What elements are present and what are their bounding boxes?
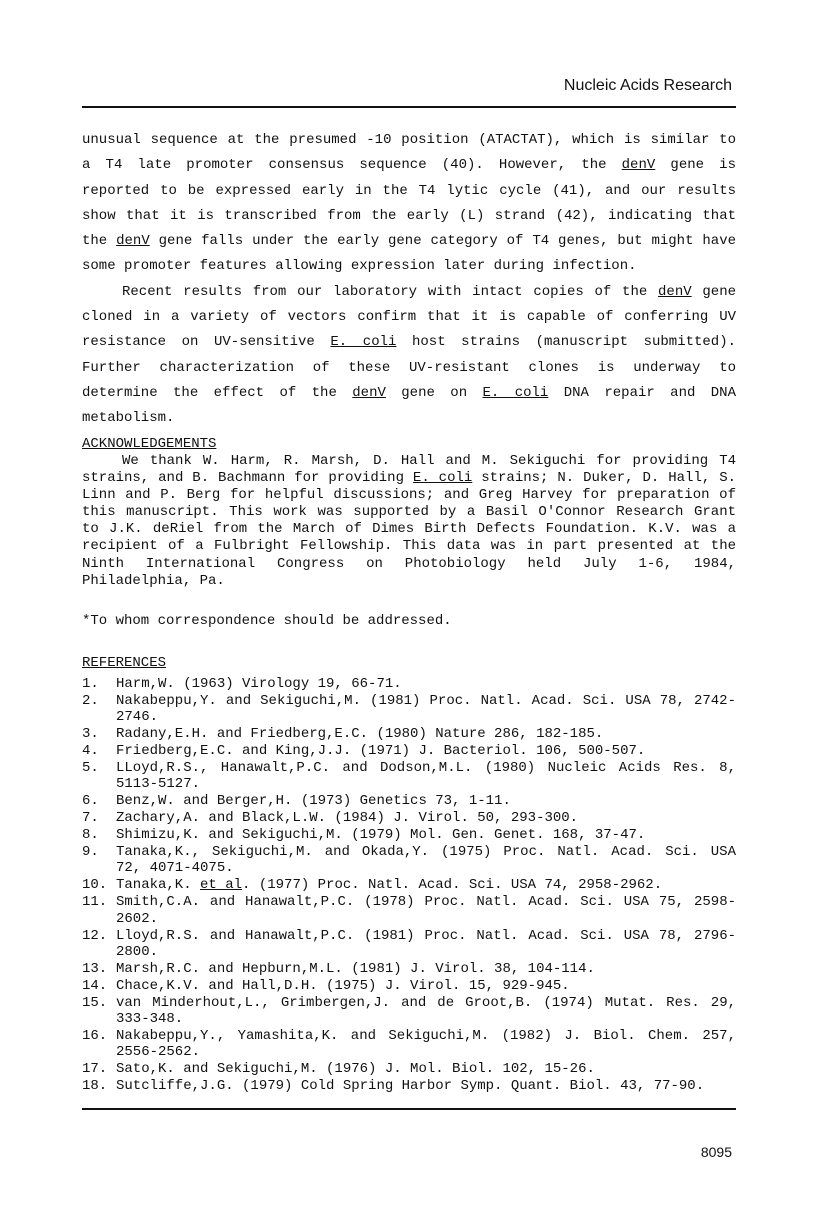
- reference-item: 18. Sutcliffe,J.G. (1979) Cold Spring Harbor Symp. Quant. Biol. 43, 77-90.: [82, 1078, 705, 1095]
- reference-item: 5. LLoyd,R.S., Hanawalt,P.C. and Dodson,M.L. (1980) Nucleic Acids Res. 8, 5113-5127.: [82, 760, 736, 793]
- reference-item: 2. Nakabeppu,Y. and Sekiguchi,M. (1981) Proc. Natl. Acad. Sci. USA 78, 2742-2746.: [82, 692, 736, 726]
- species-name: E. coli: [482, 384, 549, 401]
- reference-item: 3. Radany,E.H. and Friedberg,E.C. (1980) Nature 286, 182-185.: [82, 726, 604, 743]
- acknowledgements-text: We thank W. Harm, R. Marsh, D. Hall and M. Sekiguchi for providing T4 strains, and B. Bachmann for providing E. coli strains; N. Duker, D. Hall, S. Linn and P. Berg for helpful discussions; and Greg Harvey for preparation of this manuscript. This work was supported by a Basil O'Connor Research Grant to J.K. deRiel from the March of Dimes Birth Defects Foundation. K.V. was a recipient of a Fulbright Fellowship. This data was in part presented at the Ninth International Congress on Photobiology held July 1-6, 1984, Philadelphia, Pa.: [82, 453, 736, 589]
- paragraph-1: unusual sequence at the presumed -10 position (ATACTAT), which is similar to a T4 late promoter consensus sequence (40). However, the denV gene is reported to be expressed early in the T4 lytic cycle (41), and our results show that it is transcribed from the early (L) strand (42), indicating that the denV gene falls under the early gene category of T4 genes, but might have some promoter features allowing expression later during infection.: [82, 132, 737, 275]
- species-name: E. coli: [412, 470, 473, 487]
- acknowledgements-heading: ACKNOWLEDGEMENTS: [82, 436, 217, 452]
- reference-item: 14. Chace,K.V. and Hall,D.H. (1975) J. Virol. 15, 929-945.: [82, 977, 570, 994]
- reference-item: 17. Sato,K. and Sekiguchi,M. (1976) J. Mol. Biol. 102, 15-26.: [82, 1061, 595, 1078]
- reference-item: 13. Marsh,R.C. and Hepburn,M.L. (1981) J. Virol. 38, 104-114.: [82, 960, 595, 977]
- gene-name: denV: [621, 157, 656, 174]
- reference-item: 7. Zachary,A. and Black,L.W. (1984) J. Virol. 50, 293-300.: [82, 810, 579, 827]
- reference-item: 11. Smith,C.A. and Hanawalt,P.C. (1978) Proc. Natl. Acad. Sci. USA 75, 2598-2602.: [82, 894, 736, 927]
- et-al: et al: [200, 877, 243, 894]
- species-name: E. coli: [330, 334, 397, 351]
- gene-name: denV: [116, 233, 150, 250]
- references-heading: REFERENCES: [82, 655, 167, 671]
- gene-name: denV: [658, 283, 692, 300]
- footer-rule: [82, 1108, 736, 1110]
- reference-item: 1. Harm,W. (1963) Virology 19, 66-71.: [82, 676, 402, 692]
- main-body: [82, 128, 736, 432]
- reference-item: 6. Benz,W. and Berger,H. (1973) Genetics 73, 1-11.: [82, 793, 511, 810]
- reference-list: [82, 676, 736, 1095]
- paragraph-2: Recent results from our laboratory with intact copies of the denV gene cloned in a variety of vectors confirm that it is capable of conferring UV resistance on UV-sensitive E. coli host strains (manuscript submitted). Further characterization of these UV-resistant clones is underway to determine the effect of the denV gene on E. coli DNA repair and DNA metabolism.: [82, 283, 737, 427]
- reference-item: 12. Lloyd,R.S. and Hanawalt,P.C. (1981) Proc. Natl. Acad. Sci. USA 78, 2796-2800.: [82, 927, 736, 960]
- reference-item: 16. Nakabeppu,Y., Yamashita,K. and Sekiguchi,M. (1982) J. Biol. Chem. 257, 2556-2562.: [82, 1028, 736, 1061]
- reference-item: 4. Friedberg,E.C. and King,J.J. (1971) J. Bacteriol. 106, 500-507.: [82, 743, 646, 760]
- journal-name: Nucleic Acids Research: [563, 77, 732, 94]
- header-rule: [82, 106, 736, 108]
- page-number: 8095: [700, 1144, 732, 1160]
- reference-item: 8. Shimizu,K. and Sekiguchi,M. (1979) Mol. Gen. Genet. 168, 37-47.: [82, 827, 646, 844]
- reference-item: 10. Tanaka,K. et al. (1977) Proc. Natl. Acad. Sci. USA 74, 2958-2962.: [82, 877, 663, 894]
- correspondence-note: *To whom correspondence should be addressed.: [82, 613, 452, 629]
- reference-item: 15. van Minderhout,L., Grimbergen,J. and de Groot,B. (1974) Mutat. Res. 29, 333-348.: [82, 994, 736, 1028]
- reference-item: 9. Tanaka,K., Sekiguchi,M. and Okada,Y. (1975) Proc. Natl. Acad. Sci. USA 72, 4071-4075.: [82, 844, 736, 877]
- gene-name: denV: [352, 384, 386, 401]
